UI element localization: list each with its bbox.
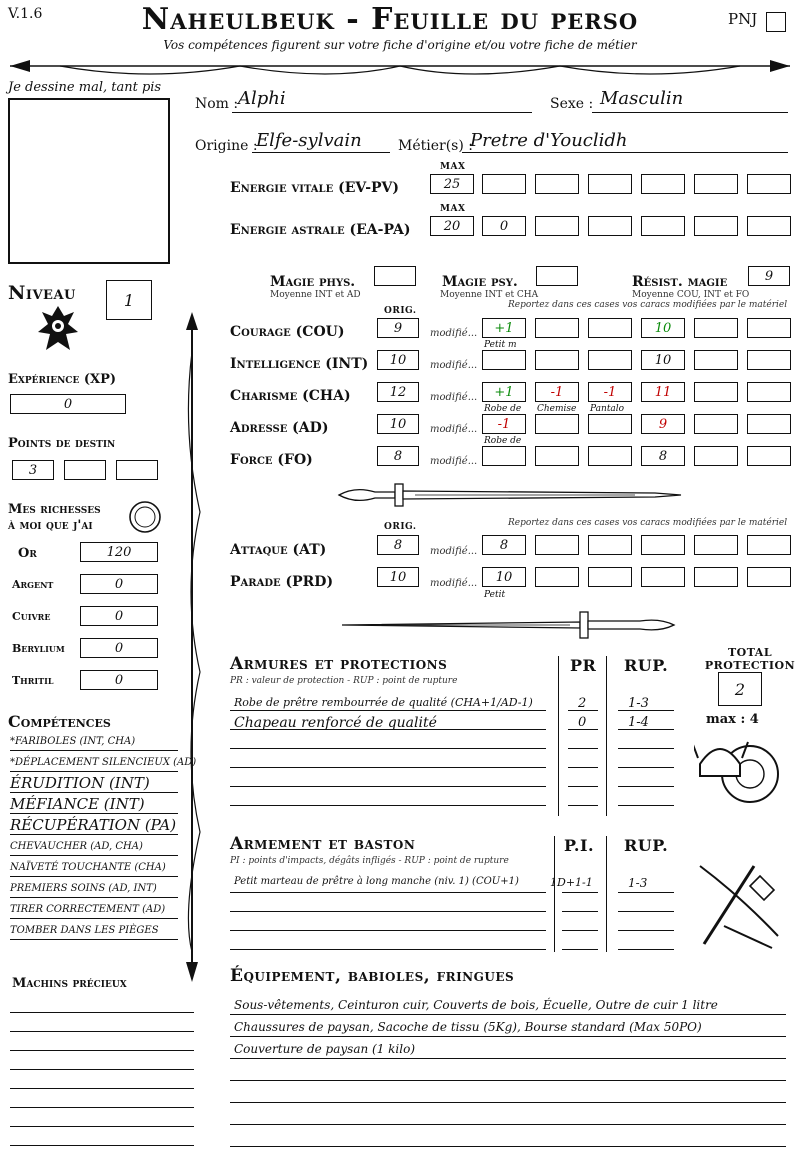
attaque-box[interactable] (694, 535, 738, 555)
attaque-mod-box[interactable]: 8 (482, 535, 526, 555)
arme-pi-line[interactable] (562, 892, 598, 893)
pi-label: P.I. (564, 836, 595, 855)
stat-box[interactable] (588, 446, 632, 466)
origine-line (252, 152, 390, 153)
parade-mod-label: modifié... (430, 578, 478, 589)
portrait-frame[interactable] (8, 98, 170, 264)
pr-label: PR (570, 656, 597, 675)
money-box[interactable]: 0 (80, 638, 158, 658)
ea-max-box[interactable]: 20 (430, 216, 474, 236)
parade-box[interactable] (694, 567, 738, 587)
arme-line[interactable] (230, 949, 546, 950)
competence-line (10, 918, 178, 919)
competence-item: TOMBER DANS LES PIÈGES (10, 925, 159, 936)
stat-box[interactable] (588, 350, 632, 370)
parade-orig-box[interactable]: 10 (377, 567, 419, 587)
armure-line[interactable] (230, 748, 546, 749)
sheet-subtitle: Vos compétences figurent sur votre fiche d'origine et/ou votre fiche de métier (163, 38, 637, 52)
total-protection-box[interactable]: 2 (718, 672, 762, 706)
sheet-title: Naheulbeuk - Feuille du perso (141, 2, 639, 37)
stat-box[interactable] (747, 414, 791, 434)
competence-item: RÉCUPÉRATION (PA) (10, 816, 177, 834)
armure-line[interactable] (230, 805, 546, 806)
stat-orig-box[interactable]: 10 (377, 414, 419, 434)
armure-rup-line[interactable] (618, 786, 674, 787)
attaque-label: Attaque (AT) (230, 542, 327, 558)
stat-mod-label: modifié... (430, 360, 478, 371)
armure-line[interactable] (230, 767, 546, 768)
parade-box[interactable] (747, 567, 791, 587)
machins-label: Machins précieux (12, 976, 127, 991)
stat-box[interactable]: -1 (535, 382, 579, 402)
ea-current-box[interactable]: 0 (482, 216, 526, 236)
ea-max-label: MAX (440, 204, 466, 214)
stat-box[interactable]: 11 (641, 382, 685, 402)
ev-box[interactable] (588, 174, 632, 194)
armure-rup-line[interactable] (618, 748, 674, 749)
stat-mod-label: modifié... (430, 456, 478, 467)
competence-line (10, 750, 178, 751)
resist-note: Moyenne COU, INT et FO (632, 290, 750, 300)
rup-label: RUP. (624, 656, 669, 675)
destin-box[interactable] (64, 460, 106, 480)
ev-label: Energie vitale (EV-PV) (230, 180, 400, 196)
arme-pi-line[interactable] (562, 930, 598, 931)
machins-line[interactable] (10, 1107, 194, 1108)
equipement-line[interactable] (230, 1036, 786, 1037)
arme-rup[interactable]: 1-3 (628, 876, 648, 890)
arme-rup-line[interactable] (618, 911, 674, 912)
rup-label: RUP. (624, 836, 669, 855)
competence-item: NAÏVETÉ TOUCHANTE (CHA) (10, 862, 166, 873)
machins-line[interactable] (10, 1012, 194, 1013)
armures-title: Armures et protections (230, 654, 448, 674)
competence-item: *DÉPLACEMENT SILENCIEUX (AD) (10, 757, 197, 768)
arme-line[interactable] (230, 892, 546, 893)
stat-box-note: Pantalo (590, 404, 625, 414)
competence-item: PREMIERS SOINS (AD, INT) (10, 883, 157, 894)
arme-name[interactable]: Petit marteau de prêtre à long manche (niv. 1) (COU+1) (234, 876, 519, 887)
version-label: V.1.6 (8, 6, 43, 22)
niveau-box[interactable]: 1 (106, 280, 152, 320)
resist-label: Résist. magie (632, 274, 728, 290)
equipement-item[interactable]: Chaussures de paysan, Sacoche de tissu (5Kg), Bourse standard (Max 50PO) (234, 1020, 702, 1034)
arme-rup-line[interactable] (618, 930, 674, 931)
attaque-mod-label: modifié... (430, 546, 478, 557)
arme-line[interactable] (230, 930, 546, 931)
stat-box[interactable] (482, 350, 526, 370)
stat-box[interactable]: 9 (641, 414, 685, 434)
arme-line[interactable] (230, 911, 546, 912)
sexe-label: Sexe : (550, 96, 594, 112)
arme-pi[interactable]: 1D+1-1 (550, 876, 593, 889)
magie-psy-label: Magie psy. (442, 274, 518, 290)
armure-name[interactable]: Robe de prêtre rembourrée de qualité (CHA+1/AD-1) (234, 696, 533, 709)
stat-box[interactable]: +1 (482, 318, 526, 338)
ev-max-box[interactable]: 25 (430, 174, 474, 194)
competence-line (10, 834, 178, 835)
attaque-box[interactable] (535, 535, 579, 555)
total-protection-label: TOTAL PROTECTION (704, 646, 796, 672)
pnj-checkbox[interactable] (766, 12, 786, 32)
stat-box[interactable] (694, 446, 738, 466)
stat-box-note: Chemise (537, 404, 577, 414)
combat-report-note: Reportez dans ces cases vos caracs modifiées par le matériel (508, 518, 788, 528)
stat-box[interactable]: 10 (641, 318, 685, 338)
machins-line[interactable] (10, 1050, 194, 1051)
sexe-value[interactable]: Masculin (600, 88, 684, 109)
armure-rup[interactable]: 1-3 (628, 696, 649, 711)
stat-label: Courage (COU) (230, 324, 345, 340)
sword-icon (340, 608, 680, 642)
xp-box[interactable]: 0 (10, 394, 126, 414)
coin-icon (128, 500, 162, 534)
portrait-caption: Je dessine mal, tant pis (8, 80, 162, 95)
equipement-item[interactable]: Couverture de paysan (1 kilo) (234, 1042, 416, 1056)
armure-pr[interactable]: 2 (578, 696, 587, 711)
competence-line (10, 792, 178, 793)
stat-label: Intelligence (INT) (230, 356, 369, 372)
stat-box[interactable] (694, 382, 738, 402)
stat-box[interactable]: -1 (588, 382, 632, 402)
money-label: Berylium (12, 642, 65, 655)
equipement-line[interactable] (230, 1102, 786, 1103)
parade-label: Parade (PRD) (230, 574, 334, 590)
magie-phys-label: Magie phys. (270, 274, 356, 290)
stat-orig-box[interactable]: 10 (377, 350, 419, 370)
armement-divider (606, 836, 607, 952)
stat-box[interactable] (747, 318, 791, 338)
money-box[interactable]: 0 (80, 670, 158, 690)
ev-box[interactable] (747, 174, 791, 194)
parade-mod-box[interactable]: 10 (482, 567, 526, 587)
ev-box[interactable] (482, 174, 526, 194)
magie-psy-box[interactable] (536, 266, 578, 286)
armures-divider (558, 656, 559, 816)
armure-pr-line[interactable] (568, 786, 598, 787)
competence-item: *FARIBOLES (INT, CHA) (10, 736, 136, 747)
ea-box[interactable] (747, 216, 791, 236)
destin-box[interactable] (116, 460, 158, 480)
metier-label: Métier(s) : (398, 138, 473, 154)
competence-line (10, 771, 178, 772)
stat-mod-label: modifié... (430, 392, 478, 403)
equipement-line[interactable] (230, 1146, 786, 1147)
armement-divider (554, 836, 555, 952)
stat-orig-box[interactable]: 8 (377, 446, 419, 466)
parade-note: Petit (484, 590, 506, 600)
parade-box[interactable] (535, 567, 579, 587)
stat-box[interactable] (588, 414, 632, 434)
arme-pi-line[interactable] (562, 911, 598, 912)
competence-item: ÉRUDITION (INT) (10, 774, 150, 792)
ea-box[interactable] (535, 216, 579, 236)
nom-label: Nom : (195, 96, 239, 112)
ev-box[interactable] (641, 174, 685, 194)
stat-box[interactable]: +1 (482, 382, 526, 402)
stat-orig-box[interactable]: 12 (377, 382, 419, 402)
staff-icon (180, 312, 204, 982)
armure-rup[interactable]: 1-4 (628, 715, 649, 730)
stat-box[interactable]: -1 (482, 414, 526, 434)
stat-box[interactable] (747, 382, 791, 402)
armure-pr-line[interactable] (568, 805, 598, 806)
armure-name[interactable]: Chapeau renforcé de qualité (234, 715, 437, 731)
arme-pi-line[interactable] (562, 949, 598, 950)
stat-label: Charisme (CHA) (230, 388, 351, 404)
equipement-line[interactable] (230, 1080, 786, 1081)
equipement-line[interactable] (230, 1014, 786, 1015)
machins-line[interactable] (10, 1088, 194, 1089)
stat-orig-box[interactable]: 9 (377, 318, 419, 338)
competence-item: MÉFIANCE (INT) (10, 795, 145, 813)
nom-line (232, 112, 532, 113)
metier-line (462, 152, 788, 153)
machins-line[interactable] (10, 1031, 194, 1032)
machins-line[interactable] (10, 1069, 194, 1070)
stat-box[interactable] (747, 350, 791, 370)
armure-rup-line[interactable] (618, 767, 674, 768)
magie-psy-note: Moyenne INT et CHA (440, 290, 539, 300)
nom-value[interactable]: Alphi (238, 88, 286, 109)
total-protection-max: max : 4 (706, 712, 759, 727)
competence-item: CHEVAUCHER (AD, CHA) (10, 841, 143, 852)
competence-line (10, 939, 178, 940)
attaque-box[interactable] (588, 535, 632, 555)
money-box[interactable]: 120 (80, 542, 158, 562)
armure-pr[interactable]: 0 (578, 715, 587, 730)
dragon-icon (34, 302, 82, 362)
armures-divider (606, 656, 607, 816)
machins-line[interactable] (10, 1126, 194, 1127)
ev-max-label: MAX (440, 162, 466, 172)
stat-box[interactable] (694, 350, 738, 370)
competences-label: Compétences (8, 712, 111, 731)
attaque-orig-box[interactable]: 8 (377, 535, 419, 555)
equipement-line[interactable] (230, 1124, 786, 1125)
stat-box[interactable] (535, 446, 579, 466)
stat-mod-label: modifié... (430, 424, 478, 435)
equipement-item[interactable]: Sous-vêtements, Ceinturon cuir, Couverts de bois, Écuelle, Outre de cuir 1 litre (234, 998, 718, 1012)
stat-box[interactable] (747, 446, 791, 466)
magie-phys-box[interactable] (374, 266, 416, 286)
destin-box[interactable]: 3 (12, 460, 54, 480)
magie-phys-note: Moyenne INT et AD (270, 290, 361, 300)
money-label: Or (18, 546, 37, 561)
orig-label: ORIG. (384, 306, 417, 316)
destin-label: Points de destin (8, 436, 116, 451)
armure-pr-line[interactable] (568, 748, 598, 749)
sexe-line (592, 112, 788, 113)
origine-value[interactable]: Elfe-sylvain (256, 130, 362, 151)
equipement-line[interactable] (230, 1058, 786, 1059)
stat-mod-label: modifié... (430, 328, 478, 339)
spear-ornament (0, 52, 800, 82)
origine-label: Origine : (195, 138, 258, 154)
machins-line[interactable] (10, 1145, 194, 1146)
competence-item: TIRER CORRECTEMENT (AD) (10, 904, 166, 915)
money-box[interactable]: 0 (80, 606, 158, 626)
stat-box-note: Petit m (484, 340, 517, 350)
attaque-box[interactable] (747, 535, 791, 555)
stat-box[interactable] (694, 414, 738, 434)
ev-box[interactable] (535, 174, 579, 194)
combat-orig-label: ORIG. (384, 522, 417, 532)
attaque-box[interactable] (641, 535, 685, 555)
competence-line (10, 876, 178, 877)
armure-pr-line[interactable] (568, 767, 598, 768)
stat-box[interactable] (535, 350, 579, 370)
stat-box[interactable] (694, 318, 738, 338)
stat-box-note: Robe de (484, 404, 522, 414)
ev-box[interactable] (694, 174, 738, 194)
pnj-label: PNJ (728, 10, 758, 28)
stat-label: Force (FO) (230, 452, 313, 468)
equipement-title: Équipement, babioles, fringues (230, 966, 515, 986)
richesse-label-2: à moi que j'ai (8, 518, 93, 533)
competence-line (10, 855, 178, 856)
money-label: Cuivre (12, 610, 51, 623)
armement-title: Armement et baston (230, 834, 416, 854)
arme-rup-line[interactable] (618, 892, 674, 893)
stat-box[interactable] (535, 318, 579, 338)
stat-box[interactable] (588, 318, 632, 338)
resist-box[interactable]: 9 (748, 266, 790, 286)
stat-box-note: Robe de (484, 436, 522, 446)
metier-value[interactable]: Pretre d'Youclidh (470, 130, 628, 151)
competence-line (10, 897, 178, 898)
ea-label: Energie astrale (EA-PA) (230, 222, 411, 238)
sword-icon (335, 478, 685, 512)
stat-box[interactable]: 10 (641, 350, 685, 370)
stat-label: Adresse (AD) (230, 420, 329, 436)
money-box[interactable]: 0 (80, 574, 158, 594)
armure-rup-line[interactable] (618, 805, 674, 806)
xp-label: Expérience (XP) (8, 372, 117, 387)
armement-subtitle: PI : points d'impacts, dégâts infligés - RUP : point de rupture (230, 856, 509, 866)
helmet-shield-icon (694, 728, 780, 814)
stat-box[interactable] (482, 446, 526, 466)
parade-box[interactable] (588, 567, 632, 587)
stat-box[interactable]: 8 (641, 446, 685, 466)
money-label: Thritil (12, 674, 54, 687)
richesse-label-1: Mes richesses (8, 502, 101, 517)
competence-line (10, 813, 178, 814)
stat-box[interactable] (535, 414, 579, 434)
armure-line[interactable] (230, 710, 546, 711)
report-note: Reportez dans ces cases vos caracs modifiées par le matériel (508, 300, 788, 310)
parade-box[interactable] (641, 567, 685, 587)
money-label: Argent (12, 578, 54, 591)
arme-rup-line[interactable] (618, 949, 674, 950)
ea-box[interactable] (694, 216, 738, 236)
niveau-label: Niveau (8, 282, 76, 304)
ea-box[interactable] (641, 216, 685, 236)
weapons-icon (694, 856, 784, 952)
ea-box[interactable] (588, 216, 632, 236)
armures-subtitle: PR : valeur de protection - RUP : point de rupture (230, 676, 458, 686)
armure-line[interactable] (230, 786, 546, 787)
